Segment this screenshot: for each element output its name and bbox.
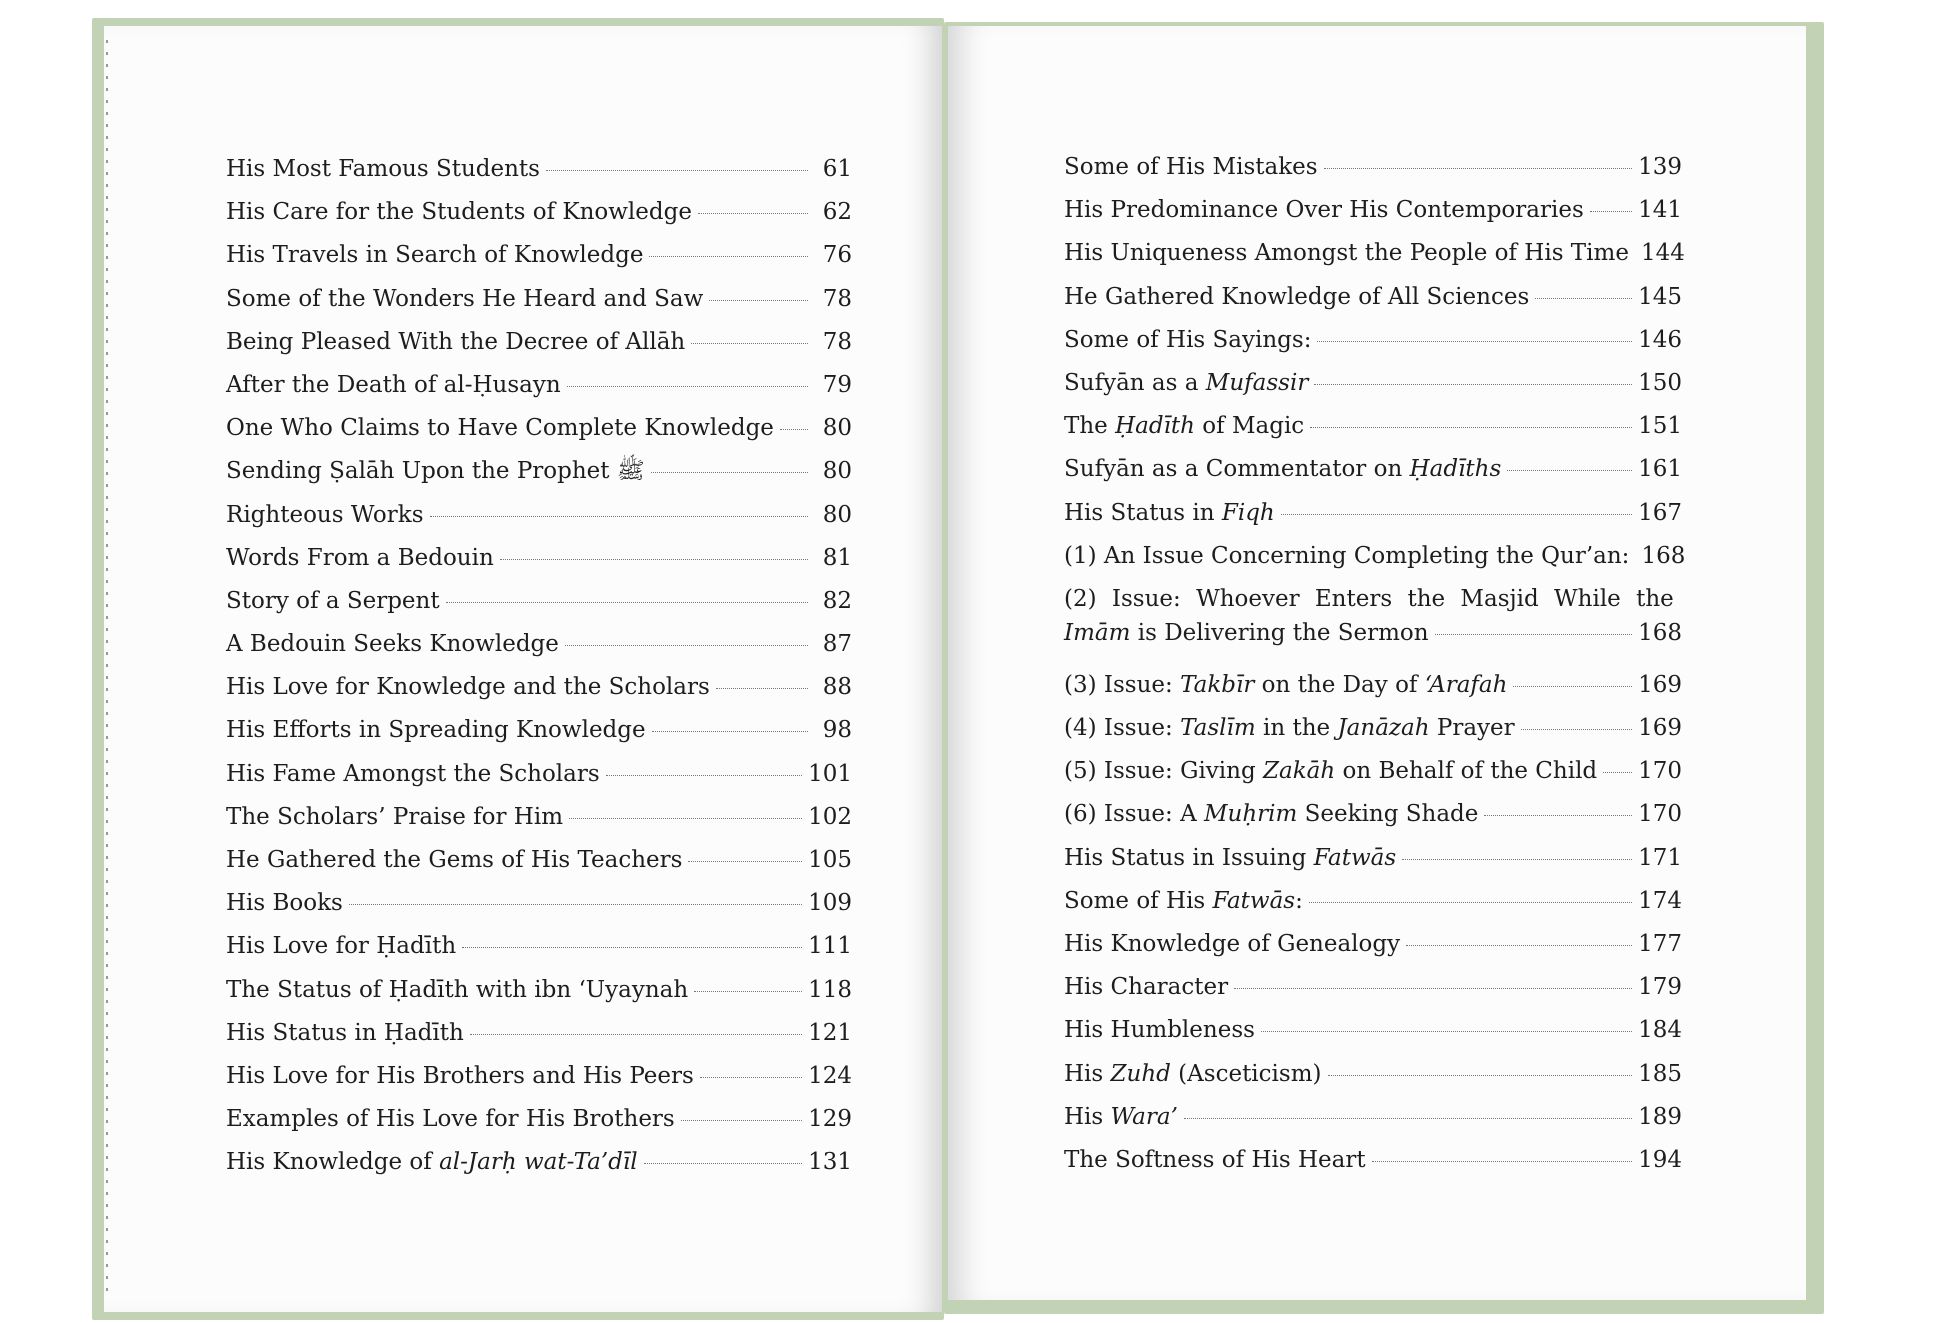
toc-entry [226,1020,852,1063]
entry-text-part: Wara’ [1110,1103,1178,1130]
toc-entry-title [1064,715,1515,741]
toc-entry [226,1106,852,1149]
toc-entry-title: His Humbleness [1064,1017,1255,1044]
toc-page-number: 194 [1638,1146,1682,1173]
toc-entry-title-line1: (2) Issue: Whoever Enters the Masjid While the [1064,585,1674,612]
dot-leader [1309,902,1632,903]
toc-page-number: 179 [1638,974,1682,1001]
toc-entry-title: After the Death of al-Ḥusayn [226,371,561,398]
dot-leader [1324,168,1633,169]
toc-entry [1064,715,1682,758]
toc-entry [226,674,852,717]
toc-entry-title: (1) An Issue Concerning Completing the Qur’an: [1064,542,1630,569]
toc-entry [226,717,852,760]
entry-text-part: (5) Issue: Giving [1064,758,1263,785]
toc-page-number: 82 [822,587,852,614]
dot-leader [688,861,802,862]
entry-text-part: His [1064,1103,1111,1130]
toc-entry [1064,240,1685,283]
toc-entry-title: The Softness of His Heart [1064,1146,1366,1173]
toc-entry [226,1063,852,1106]
toc-entry [1064,1061,1682,1104]
dot-leader [1310,427,1632,428]
toc-entry [226,458,852,501]
toc-entry [226,156,852,199]
toc-entry-title: Some of the Wonders He Heard and Saw [226,285,704,312]
toc-entry [1064,284,1682,327]
dot-leader [691,343,808,344]
entry-text-part: Fatwās [1212,887,1296,914]
dot-leader [651,472,808,473]
dot-leader [1402,859,1632,860]
toc-entry-title: A Bedouin Seeks Knowledge [226,631,559,658]
toc-page-number: 105 [808,847,852,873]
entry-text-part: Sufyān as a [1064,369,1206,396]
toc-page-number: 177 [1638,931,1682,957]
toc-entry [1064,974,1682,1017]
toc-entry [226,1149,852,1192]
dot-leader [1184,1118,1632,1119]
toc-entry-title [1064,1104,1178,1130]
dot-leader [430,516,809,517]
toc-page-number: 146 [1638,326,1682,353]
toc-page-number: 78 [822,285,852,312]
toc-page-number: 98 [822,717,852,744]
toc-page-number: 145 [1638,283,1682,310]
toc-entry [226,502,852,545]
toc-entry-title: His Status in Ḥadīth [226,1019,464,1046]
toc-entry-title [1064,370,1308,396]
dot-leader [1521,729,1632,730]
toc-entry [1064,931,1682,974]
toc-entry [226,804,852,847]
toc-entry [1064,845,1682,888]
entry-text-part: (4) Issue: [1064,715,1181,742]
toc-page-number: 185 [1638,1060,1682,1087]
toc-entry-title: His Love for Ḥadīth [226,933,457,960]
toc-entry [226,761,852,804]
toc-entry [226,890,852,933]
dot-leader [1281,514,1632,515]
entry-text-part: (3) Issue: [1064,671,1181,698]
table-of-contents-left [226,156,852,1193]
toc-entry [1064,197,1682,240]
toc-page-number: 184 [1638,1017,1682,1044]
toc-entry [1064,154,1682,197]
entry-text-part: of Magic [1194,413,1305,440]
toc-entry [1064,413,1682,456]
toc-page-number: 161 [1638,456,1682,483]
toc-entry-title: Story of a Serpent [226,587,440,614]
dot-leader [700,1077,802,1078]
toc-page-number: 170 [1638,758,1682,785]
entry-text-part: His Status in Issuing [1064,844,1314,871]
entry-text-part: Zuhd [1110,1060,1171,1087]
entry-text-part: Sufyān as a Commentator on [1064,456,1410,483]
toc-entry-title: His Uniqueness Amongst the People of His Time [1064,240,1629,267]
toc-entry [226,199,852,242]
dot-leader [1535,298,1632,299]
toc-entry-title [226,1149,638,1175]
toc-page-number: 79 [822,371,852,398]
dot-leader [1261,1031,1632,1032]
toc-entry [226,977,852,1020]
toc-page-number: 171 [1638,844,1682,871]
toc-page-number: 109 [808,890,852,917]
dot-leader [1314,384,1632,385]
toc-page-number: 131 [808,1149,852,1176]
entry-text-part: Janāzah [1337,715,1430,742]
dot-leader [716,688,808,689]
toc-entry [226,242,852,285]
dot-leader [1507,470,1632,471]
toc-page-number: 111 [808,933,852,960]
dot-leader [694,991,802,992]
toc-page-number: 61 [822,156,852,182]
toc-page-number: 170 [1638,801,1682,828]
toc-page-number: 169 [1638,671,1682,698]
dot-leader [1484,815,1632,816]
toc-page-number: 118 [808,976,852,1003]
dot-leader [470,1034,802,1035]
toc-entry-title [1064,413,1304,439]
toc-entry-title: His Love for His Brothers and His Peers [226,1062,694,1089]
toc-entry-title: Being Pleased With the Decree of Allāh [226,328,686,355]
toc-page-number: 141 [1638,197,1682,224]
toc-entry [1064,801,1682,844]
entry-text-part: His Status in [1064,499,1222,526]
toc-entry-title: Sending Ṣalāh Upon the Prophet ﷺ [226,458,645,485]
toc-entry-title: Words From a Bedouin [226,544,494,571]
entry-text-part: in the [1255,715,1338,742]
dot-leader [1234,988,1632,989]
dot-leader [567,386,808,387]
toc-entry-title: The Scholars’ Praise for Him [226,803,564,830]
entry-text-part: Takbīr [1180,671,1255,698]
toc-entry [226,933,852,976]
toc-page-number: 80 [822,501,852,528]
toc-entry [226,286,852,329]
dot-leader [1406,945,1632,946]
toc-entry-title [1064,888,1303,914]
dot-leader [1372,1161,1632,1162]
toc-page-number: 76 [822,242,852,269]
entry-text-part: Taslīm [1180,715,1256,742]
dot-leader [569,818,802,819]
dot-leader [652,731,808,732]
toc-entry [226,847,852,890]
entry-text-part: ‘Arafah [1424,671,1508,698]
dot-leader [1590,211,1632,212]
toc-entry [1064,370,1682,413]
toc-entry-title: His Efforts in Spreading Knowledge [226,717,646,744]
toc-entry-title [1064,845,1396,871]
toc-page-number: 80 [822,415,852,442]
toc-entry-title: He Gathered the Gems of His Teachers [226,847,683,873]
toc-entry [226,588,852,631]
entry-text-part: Fiqh [1221,499,1275,526]
dot-leader [546,170,808,171]
toc-entry-title: Examples of His Love for His Brothers [226,1106,675,1133]
entry-text-part: Some of His [1064,887,1213,914]
toc-page-number: 151 [1638,413,1682,440]
entry-text-part: Zakāh [1263,758,1336,785]
toc-page-number: 88 [822,674,852,701]
toc-entry-title [1064,672,1507,698]
toc-entry-title: He Gathered Knowledge of All Sciences [1064,283,1530,310]
toc-page-number: 139 [1638,154,1682,180]
toc-entry [1064,1017,1682,1060]
dot-leader [446,602,808,603]
dot-leader [1328,1075,1633,1076]
toc-entry-title [1064,758,1597,784]
toc-page-number: 80 [822,458,852,485]
dot-leader [349,904,802,905]
toc-entry-title [1064,1061,1322,1087]
toc-entry-title: His Fame Amongst the Scholars [226,760,600,787]
toc-page-number: 169 [1638,715,1682,742]
toc-page-number: 189 [1638,1103,1682,1130]
entry-text-part: is Delivering the Sermon [1130,620,1429,647]
dot-leader [1603,772,1632,773]
toc-entry [1064,758,1682,801]
entry-text-part: The [1064,413,1116,440]
toc-entry [226,631,852,674]
dot-leader [1513,686,1632,687]
entry-text-part: (6) Issue: A [1064,801,1204,828]
entry-text-part: Ḥadīths [1409,456,1502,483]
toc-entry [226,545,852,588]
toc-entry-title: His Books [226,890,343,917]
toc-entry-title [1064,500,1275,526]
toc-entry-title: Some of His Mistakes [1064,154,1318,180]
toc-page-number: 121 [808,1019,852,1046]
entry-text-part: Mufassir [1205,369,1309,396]
toc-page-number: 144 [1640,240,1685,267]
dot-leader [649,256,808,257]
toc-entry [1064,586,1682,672]
toc-entry [1064,1147,1682,1190]
dot-leader [1435,634,1633,635]
dot-leader [565,645,808,646]
entry-text-part: on Behalf of the Child [1335,758,1598,785]
toc-entry-title: His Travels in Search of Knowledge [226,242,644,269]
entry-text-part: Muḥrim [1204,801,1298,828]
toc-entry [1064,1104,1682,1147]
toc-page-number: 62 [822,199,852,226]
entry-text-part: Seeking Shade [1297,801,1479,828]
toc-entry-title: His Predominance Over His Contemporaries [1064,197,1584,224]
toc-entry [226,329,852,372]
toc-page-number: 124 [808,1062,852,1089]
binding-stitches [106,40,116,1300]
entry-text-part: His Knowledge of [226,1149,440,1176]
toc-page-number: 150 [1638,369,1682,396]
toc-page-number: 78 [822,328,852,355]
entry-text-part: on the Day of [1254,671,1425,698]
toc-entry-title: One Who Claims to Have Complete Knowledge [226,415,774,442]
toc-page-number: 102 [808,803,852,830]
entry-text-part: Imām [1064,620,1131,647]
toc-page-number: 101 [808,760,852,787]
toc-entry [1064,456,1682,499]
toc-page-number: 87 [822,631,852,658]
toc-entry [226,415,852,458]
toc-entry [226,372,852,415]
dot-leader [462,947,802,948]
dot-leader [644,1163,803,1164]
toc-entry-title: Righteous Works [226,501,424,528]
dot-leader [780,429,808,430]
dot-leader [709,300,808,301]
dot-leader [698,213,808,214]
toc-page-number: 81 [822,544,852,571]
toc-entry-title: His Love for Knowledge and the Scholars [226,674,710,701]
toc-entry-title: His Knowledge of Genealogy [1064,931,1401,957]
toc-entry-title [1064,801,1478,827]
toc-page-number: 174 [1638,887,1682,914]
entry-text-part: (Asceticism) [1170,1060,1322,1087]
toc-entry [1064,542,1686,586]
toc-entry-title: Some of His Sayings: [1064,326,1312,353]
toc-entry-title: The Status of Ḥadīth with ibn ‘Uyaynah [226,976,689,1003]
toc-entry-title: His Character [1064,974,1229,1001]
toc-page-number: 168 [1641,542,1686,569]
toc-entry-title [1064,456,1501,482]
toc-page-number: 167 [1638,499,1682,526]
toc-entry [1064,327,1682,370]
toc-entry-title: His Most Famous Students [226,156,540,182]
entry-text-part: Ḥadīth [1115,413,1195,440]
toc-entry [1064,888,1682,931]
table-of-contents-right [1064,154,1686,1190]
toc-entry-title: His Care for the Students of Knowledge [226,199,692,226]
toc-page-number: 168 [1638,620,1682,647]
dot-leader [606,775,802,776]
toc-entry [1064,500,1682,543]
entry-text-part: Prayer [1429,715,1515,742]
entry-text-part: : [1295,887,1303,914]
dot-leader [500,559,808,560]
toc-page-number: 129 [808,1106,852,1133]
dot-leader [1317,341,1632,342]
toc-entry-title-line2 [1064,620,1682,646]
entry-text-part: al-Jarḥ wat-Ta’dīl [439,1149,638,1176]
entry-text-part: Fatwās [1313,844,1397,871]
dot-leader [681,1120,802,1121]
toc-entry [1064,672,1682,715]
entry-text-part: His [1064,1060,1111,1087]
